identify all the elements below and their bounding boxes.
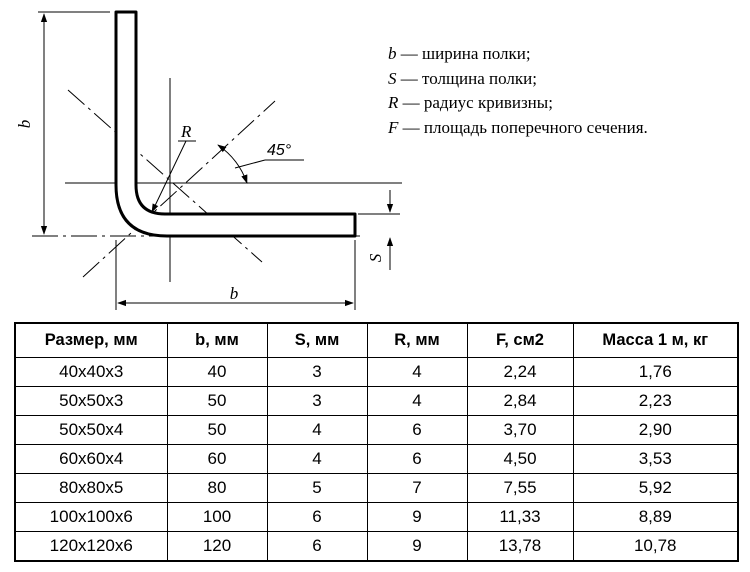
symbol-legend	[388, 42, 648, 140]
cell-mass: 2,90	[573, 416, 738, 445]
angle-label: 45°	[267, 142, 292, 159]
dimension-s-label: S	[366, 253, 385, 263]
legend-text: — толщина полки;	[396, 68, 537, 88]
cell-r: 4	[367, 358, 467, 387]
cell-mass: 10,78	[573, 532, 738, 562]
cell-s: 4	[267, 416, 367, 445]
legend-symbol: F	[388, 117, 399, 137]
legend-item-b	[388, 42, 648, 67]
cell-r: 6	[367, 445, 467, 474]
legend-text: — ширина полки;	[396, 44, 531, 63]
cell-f: 13,78	[467, 532, 573, 562]
legend-symbol: S	[388, 68, 397, 88]
header-b: b, мм	[167, 323, 267, 358]
cell-f: 2,24	[467, 358, 573, 387]
cell-s: 4	[267, 445, 367, 474]
cell-mass: 2,23	[573, 387, 738, 416]
cell-size: 60x60x4	[15, 445, 167, 474]
cell-b: 60	[167, 445, 267, 474]
cell-r: 6	[367, 416, 467, 445]
cell-f: 2,84	[467, 387, 573, 416]
cell-b: 100	[167, 503, 267, 532]
cell-mass: 5,92	[573, 474, 738, 503]
dimension-b-horizontal-label: b	[229, 284, 239, 303]
cell-size: 100x100x6	[15, 503, 167, 532]
dimension-b-vertical-label: b	[15, 119, 34, 129]
table-header-row	[15, 323, 738, 358]
angle-sizes-table	[14, 322, 739, 562]
table-row	[15, 416, 738, 445]
cell-b: 80	[167, 474, 267, 503]
header-size: Размер, мм	[15, 323, 167, 358]
cell-size: 50x50x3	[15, 387, 167, 416]
cell-f: 11,33	[467, 503, 573, 532]
cell-r: 4	[367, 387, 467, 416]
cell-f: 4,50	[467, 445, 573, 474]
table-row	[15, 358, 738, 387]
legend-item-r	[388, 91, 648, 116]
table-row	[15, 503, 738, 532]
header-mass: Масса 1 м, кг	[573, 323, 738, 358]
radius-leader	[152, 141, 196, 212]
cell-s: 6	[267, 532, 367, 562]
cell-s: 6	[267, 503, 367, 532]
cell-b: 40	[167, 358, 267, 387]
cell-f: 3,70	[467, 416, 573, 445]
cell-r: 9	[367, 503, 467, 532]
cell-s: 3	[267, 358, 367, 387]
table-row	[15, 532, 738, 562]
cell-size: 50x50x4	[15, 416, 167, 445]
cell-f: 7,55	[467, 474, 573, 503]
legend-symbol: b	[388, 44, 397, 63]
cell-b: 50	[167, 387, 267, 416]
legend-symbol: R	[388, 93, 399, 112]
table-row	[15, 474, 738, 503]
header-r: R, мм	[367, 323, 467, 358]
legend-text: — радиус кривизны;	[398, 93, 553, 112]
legend-text: — площадь поперечного сечения.	[398, 117, 648, 137]
legend-item-s	[388, 67, 648, 92]
radius-label: R	[181, 122, 192, 141]
dimension-b-vertical	[38, 12, 110, 234]
table-row	[15, 387, 738, 416]
cell-r: 9	[367, 532, 467, 562]
cell-size: 120x120x6	[15, 532, 167, 562]
header-f: F, см2	[467, 323, 573, 358]
cell-b: 50	[167, 416, 267, 445]
cell-mass: 3,53	[573, 445, 738, 474]
header-s: S, мм	[267, 323, 367, 358]
cell-size: 40x40x3	[15, 358, 167, 387]
cell-s: 3	[267, 387, 367, 416]
cell-mass: 1,76	[573, 358, 738, 387]
table-row	[15, 445, 738, 474]
cell-r: 7	[367, 474, 467, 503]
cell-s: 5	[267, 474, 367, 503]
legend-item-f	[388, 116, 648, 141]
angle-profile-shape	[116, 12, 355, 236]
cell-size: 80x80x5	[15, 474, 167, 503]
cell-b: 120	[167, 532, 267, 562]
cell-mass: 8,89	[573, 503, 738, 532]
